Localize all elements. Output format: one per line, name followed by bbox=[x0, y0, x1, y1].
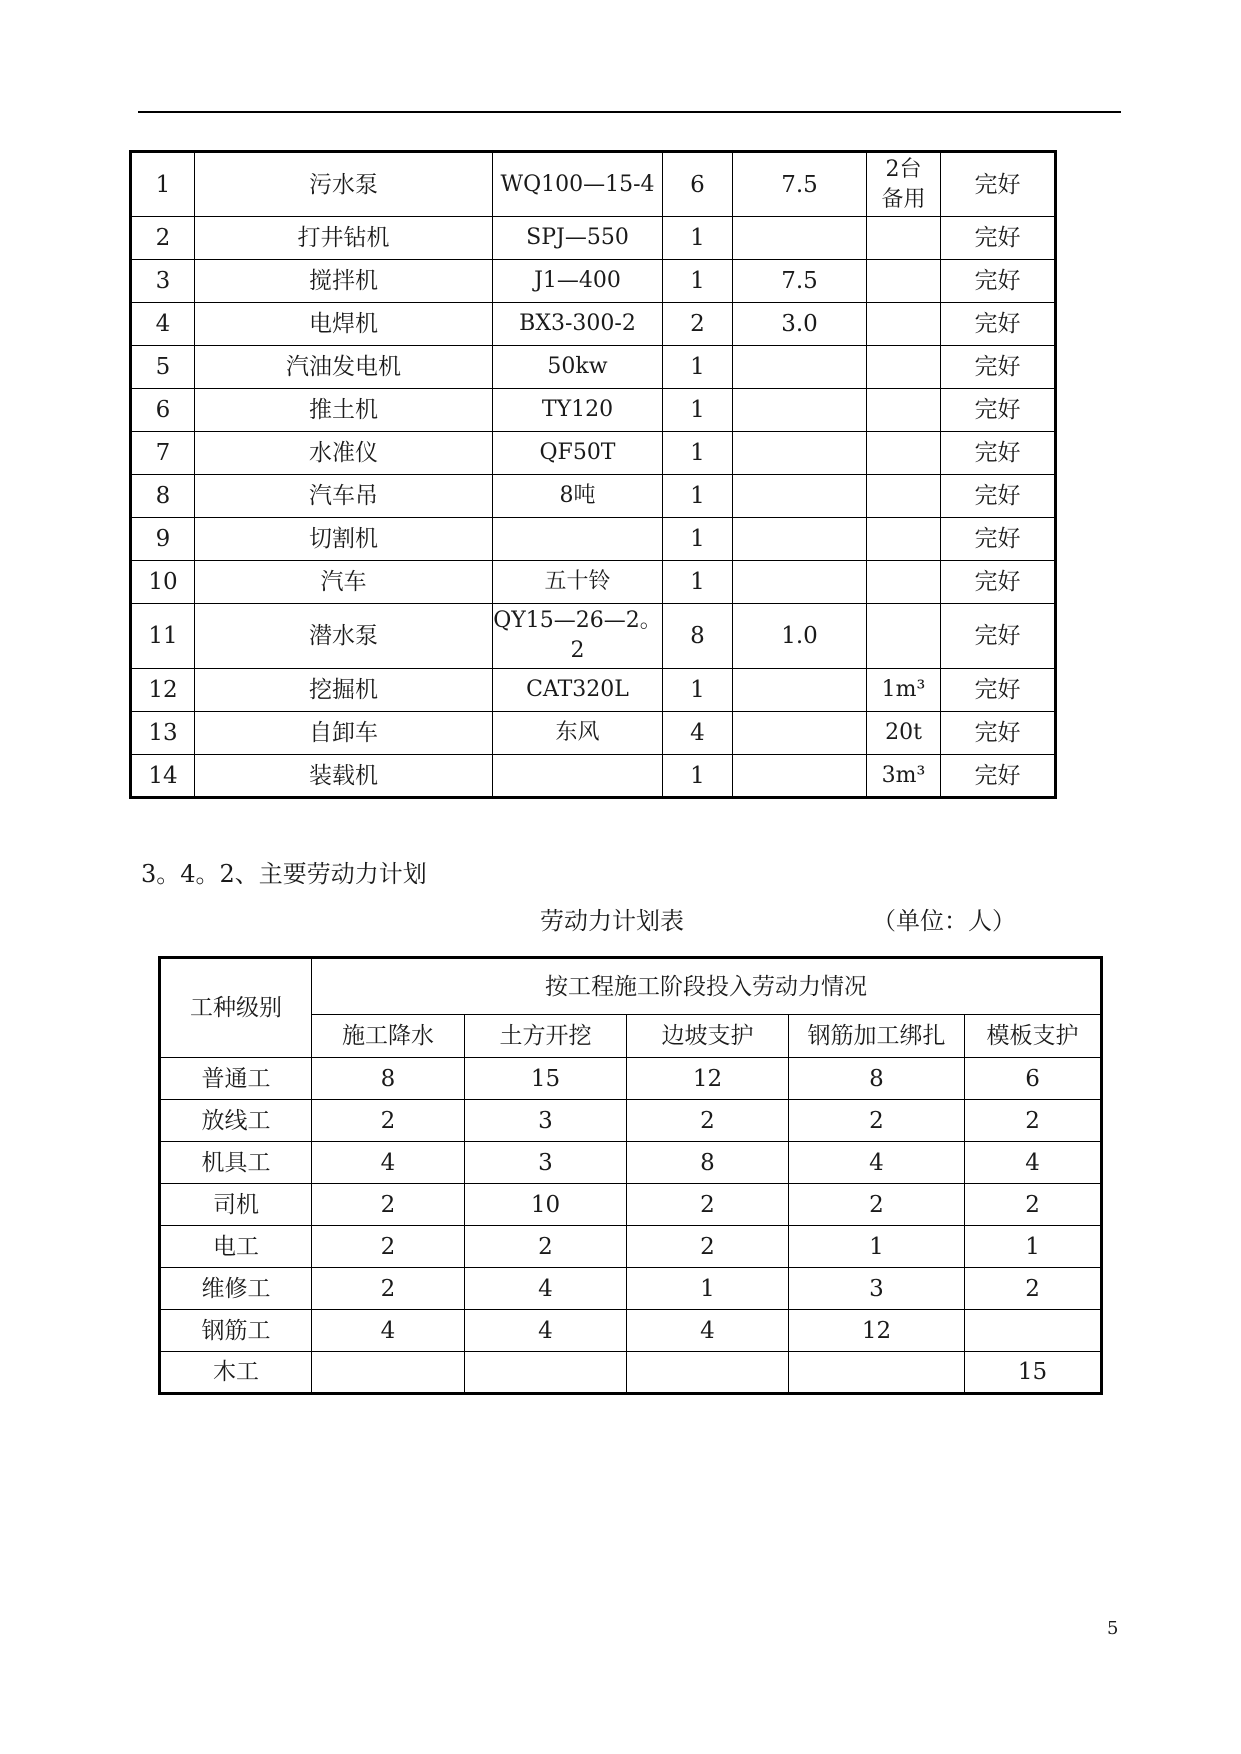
headcount-cell bbox=[465, 1352, 627, 1394]
equipment-name-cell: 打井钻机 bbox=[195, 217, 493, 260]
model-cell: 8吨 bbox=[493, 475, 663, 518]
headcount-cell: 15 bbox=[465, 1058, 627, 1100]
quantity-cell: 1 bbox=[663, 432, 733, 475]
quantity-cell: 6 bbox=[663, 152, 733, 217]
headcount-cell: 2 bbox=[965, 1100, 1102, 1142]
headcount-cell: 2 bbox=[627, 1226, 789, 1268]
table-row bbox=[160, 1100, 1102, 1142]
headcount-cell: 2 bbox=[627, 1184, 789, 1226]
row-number-cell: 10 bbox=[131, 561, 195, 604]
section-heading: 3。4。2、主要劳动力计划 bbox=[141, 860, 427, 888]
status-cell: 完好 bbox=[941, 518, 1056, 561]
status-cell: 完好 bbox=[941, 475, 1056, 518]
quantity-cell: 1 bbox=[663, 217, 733, 260]
equipment-name-cell: 推土机 bbox=[195, 389, 493, 432]
trade-cell: 司机 bbox=[160, 1184, 312, 1226]
headcount-cell: 4 bbox=[465, 1310, 627, 1352]
table-row bbox=[160, 1184, 1102, 1226]
header-rule bbox=[138, 111, 1121, 113]
headcount-cell: 2 bbox=[789, 1100, 965, 1142]
headcount-cell: 2 bbox=[312, 1226, 465, 1268]
model-cell: 50kw bbox=[493, 346, 663, 389]
headcount-cell: 6 bbox=[965, 1058, 1102, 1100]
model-cell: SPJ—550 bbox=[493, 217, 663, 260]
headcount-cell: 2 bbox=[312, 1184, 465, 1226]
row-number-cell: 14 bbox=[131, 755, 195, 798]
headcount-cell: 2 bbox=[965, 1268, 1102, 1310]
status-cell: 完好 bbox=[941, 260, 1056, 303]
equipment-name-cell: 挖掘机 bbox=[195, 669, 493, 712]
quantity-cell: 2 bbox=[663, 303, 733, 346]
power-cell bbox=[733, 518, 867, 561]
headcount-cell: 1 bbox=[965, 1226, 1102, 1268]
stage-header-cell: 模板支护 bbox=[965, 1015, 1102, 1058]
row-number-cell: 11 bbox=[131, 604, 195, 669]
quantity-cell: 1 bbox=[663, 389, 733, 432]
row-number-cell: 13 bbox=[131, 712, 195, 755]
status-cell: 完好 bbox=[941, 389, 1056, 432]
row-number-cell: 12 bbox=[131, 669, 195, 712]
row-number-cell: 6 bbox=[131, 389, 195, 432]
row-number-cell: 5 bbox=[131, 346, 195, 389]
trade-cell: 电工 bbox=[160, 1226, 312, 1268]
headcount-cell: 1 bbox=[627, 1268, 789, 1310]
quantity-cell: 1 bbox=[663, 260, 733, 303]
model-cell bbox=[493, 518, 663, 561]
group-header-cell: 按工程施工阶段投入劳动力情况 bbox=[312, 958, 1102, 1015]
headcount-cell: 2 bbox=[312, 1100, 465, 1142]
power-cell: 7.5 bbox=[733, 260, 867, 303]
trade-cell: 钢筋工 bbox=[160, 1310, 312, 1352]
note-cell: 2台 备用 bbox=[867, 152, 941, 217]
status-cell: 完好 bbox=[941, 669, 1056, 712]
model-cell bbox=[493, 755, 663, 798]
quantity-cell: 1 bbox=[663, 561, 733, 604]
model-cell: CAT320L bbox=[493, 669, 663, 712]
row-number-cell: 7 bbox=[131, 432, 195, 475]
labor-table bbox=[158, 956, 1103, 1395]
table-row bbox=[160, 1310, 1102, 1352]
quantity-cell: 8 bbox=[663, 604, 733, 669]
quantity-cell: 4 bbox=[663, 712, 733, 755]
trade-cell: 放线工 bbox=[160, 1100, 312, 1142]
row-number-cell: 8 bbox=[131, 475, 195, 518]
note-cell bbox=[867, 260, 941, 303]
model-cell: QY15—26—2。 2 bbox=[493, 604, 663, 669]
note-cell bbox=[867, 303, 941, 346]
table-row bbox=[131, 755, 1056, 798]
power-cell bbox=[733, 346, 867, 389]
equipment-name-cell: 汽车吊 bbox=[195, 475, 493, 518]
note-cell bbox=[867, 217, 941, 260]
table-row bbox=[131, 152, 1056, 217]
stage-header-cell: 土方开挖 bbox=[465, 1015, 627, 1058]
headcount-cell: 8 bbox=[627, 1142, 789, 1184]
equipment-table bbox=[129, 150, 1057, 799]
trade-cell: 木工 bbox=[160, 1352, 312, 1394]
table-row bbox=[131, 217, 1056, 260]
headcount-cell bbox=[789, 1352, 965, 1394]
row-number-cell: 9 bbox=[131, 518, 195, 561]
table-row bbox=[131, 561, 1056, 604]
equipment-name-cell: 装载机 bbox=[195, 755, 493, 798]
headcount-cell: 3 bbox=[465, 1142, 627, 1184]
headcount-cell: 8 bbox=[789, 1058, 965, 1100]
equipment-name-cell: 切割机 bbox=[195, 518, 493, 561]
row-number-cell: 2 bbox=[131, 217, 195, 260]
power-cell bbox=[733, 755, 867, 798]
stage-header-cell: 边坡支护 bbox=[627, 1015, 789, 1058]
equipment-name-cell: 自卸车 bbox=[195, 712, 493, 755]
table-row bbox=[131, 712, 1056, 755]
quantity-cell: 1 bbox=[663, 475, 733, 518]
stage-header-cell: 钢筋加工绑扎 bbox=[789, 1015, 965, 1058]
table-row bbox=[131, 518, 1056, 561]
power-cell bbox=[733, 432, 867, 475]
table-row bbox=[131, 260, 1056, 303]
headcount-cell: 8 bbox=[312, 1058, 465, 1100]
page-number: 5 bbox=[1107, 1618, 1119, 1639]
headcount-cell bbox=[312, 1352, 465, 1394]
power-cell bbox=[733, 712, 867, 755]
equipment-name-cell: 潜水泵 bbox=[195, 604, 493, 669]
quantity-cell: 1 bbox=[663, 518, 733, 561]
power-cell bbox=[733, 217, 867, 260]
note-cell: 20t bbox=[867, 712, 941, 755]
headcount-cell: 3 bbox=[789, 1268, 965, 1310]
status-cell: 完好 bbox=[941, 561, 1056, 604]
note-cell bbox=[867, 604, 941, 669]
row-number-cell: 3 bbox=[131, 260, 195, 303]
headcount-cell: 10 bbox=[465, 1184, 627, 1226]
headcount-cell: 2 bbox=[312, 1268, 465, 1310]
table-row bbox=[160, 1226, 1102, 1268]
headcount-cell: 3 bbox=[465, 1100, 627, 1142]
headcount-cell: 15 bbox=[965, 1352, 1102, 1394]
table-row bbox=[160, 1352, 1102, 1394]
note-cell: 1m³ bbox=[867, 669, 941, 712]
model-cell: TY120 bbox=[493, 389, 663, 432]
row-number-cell: 4 bbox=[131, 303, 195, 346]
note-cell bbox=[867, 518, 941, 561]
table-row bbox=[160, 1142, 1102, 1184]
power-cell: 1.0 bbox=[733, 604, 867, 669]
trade-cell: 普通工 bbox=[160, 1058, 312, 1100]
power-cell bbox=[733, 561, 867, 604]
power-cell bbox=[733, 389, 867, 432]
note-cell bbox=[867, 475, 941, 518]
power-cell: 3.0 bbox=[733, 303, 867, 346]
headcount-cell: 4 bbox=[789, 1142, 965, 1184]
table-row bbox=[131, 669, 1056, 712]
note-cell bbox=[867, 346, 941, 389]
note-cell bbox=[867, 389, 941, 432]
equipment-name-cell: 搅拌机 bbox=[195, 260, 493, 303]
labor-table-body bbox=[160, 958, 1102, 1394]
equipment-name-cell: 污水泵 bbox=[195, 152, 493, 217]
row-header-cell: 工种级别 bbox=[160, 958, 312, 1058]
headcount-cell: 2 bbox=[627, 1100, 789, 1142]
table-row bbox=[131, 303, 1056, 346]
status-cell: 完好 bbox=[941, 346, 1056, 389]
headcount-cell: 2 bbox=[965, 1184, 1102, 1226]
power-cell bbox=[733, 475, 867, 518]
headcount-cell: 4 bbox=[312, 1310, 465, 1352]
headcount-cell: 1 bbox=[789, 1226, 965, 1268]
headcount-cell: 2 bbox=[465, 1226, 627, 1268]
power-cell: 7.5 bbox=[733, 152, 867, 217]
headcount-cell: 4 bbox=[627, 1310, 789, 1352]
trade-cell: 维修工 bbox=[160, 1268, 312, 1310]
row-number-cell: 1 bbox=[131, 152, 195, 217]
status-cell: 完好 bbox=[941, 432, 1056, 475]
table-row bbox=[160, 1058, 1102, 1100]
headcount-cell: 12 bbox=[789, 1310, 965, 1352]
quantity-cell: 1 bbox=[663, 755, 733, 798]
labor-table-unit: （单位：人） bbox=[872, 907, 1016, 935]
headcount-cell: 2 bbox=[789, 1184, 965, 1226]
equipment-name-cell: 电焊机 bbox=[195, 303, 493, 346]
headcount-cell: 4 bbox=[465, 1268, 627, 1310]
table-row bbox=[131, 604, 1056, 669]
status-cell: 完好 bbox=[941, 604, 1056, 669]
equipment-name-cell: 汽车 bbox=[195, 561, 493, 604]
headcount-cell bbox=[627, 1352, 789, 1394]
status-cell: 完好 bbox=[941, 152, 1056, 217]
headcount-cell bbox=[965, 1310, 1102, 1352]
model-cell: QF50T bbox=[493, 432, 663, 475]
headcount-cell: 12 bbox=[627, 1058, 789, 1100]
status-cell: 完好 bbox=[941, 755, 1056, 798]
status-cell: 完好 bbox=[941, 712, 1056, 755]
note-cell: 3m³ bbox=[867, 755, 941, 798]
model-cell: 五十铃 bbox=[493, 561, 663, 604]
model-cell: J1—400 bbox=[493, 260, 663, 303]
table-row bbox=[160, 1268, 1102, 1310]
equipment-table-body bbox=[131, 152, 1056, 798]
headcount-cell: 4 bbox=[965, 1142, 1102, 1184]
stage-header-cell: 施工降水 bbox=[312, 1015, 465, 1058]
table-row bbox=[131, 475, 1056, 518]
table-row bbox=[131, 346, 1056, 389]
table-row bbox=[131, 389, 1056, 432]
status-cell: 完好 bbox=[941, 217, 1056, 260]
note-cell bbox=[867, 432, 941, 475]
headcount-cell: 4 bbox=[312, 1142, 465, 1184]
status-cell: 完好 bbox=[941, 303, 1056, 346]
equipment-name-cell: 汽油发电机 bbox=[195, 346, 493, 389]
power-cell bbox=[733, 669, 867, 712]
model-cell: BX3-300-2 bbox=[493, 303, 663, 346]
note-cell bbox=[867, 561, 941, 604]
quantity-cell: 1 bbox=[663, 346, 733, 389]
model-cell: WQ100—15-4 bbox=[493, 152, 663, 217]
table-row bbox=[131, 432, 1056, 475]
labor-table-caption: 劳动力计划表 bbox=[540, 907, 684, 935]
model-cell: 东风 bbox=[493, 712, 663, 755]
trade-cell: 机具工 bbox=[160, 1142, 312, 1184]
equipment-name-cell: 水准仪 bbox=[195, 432, 493, 475]
quantity-cell: 1 bbox=[663, 669, 733, 712]
